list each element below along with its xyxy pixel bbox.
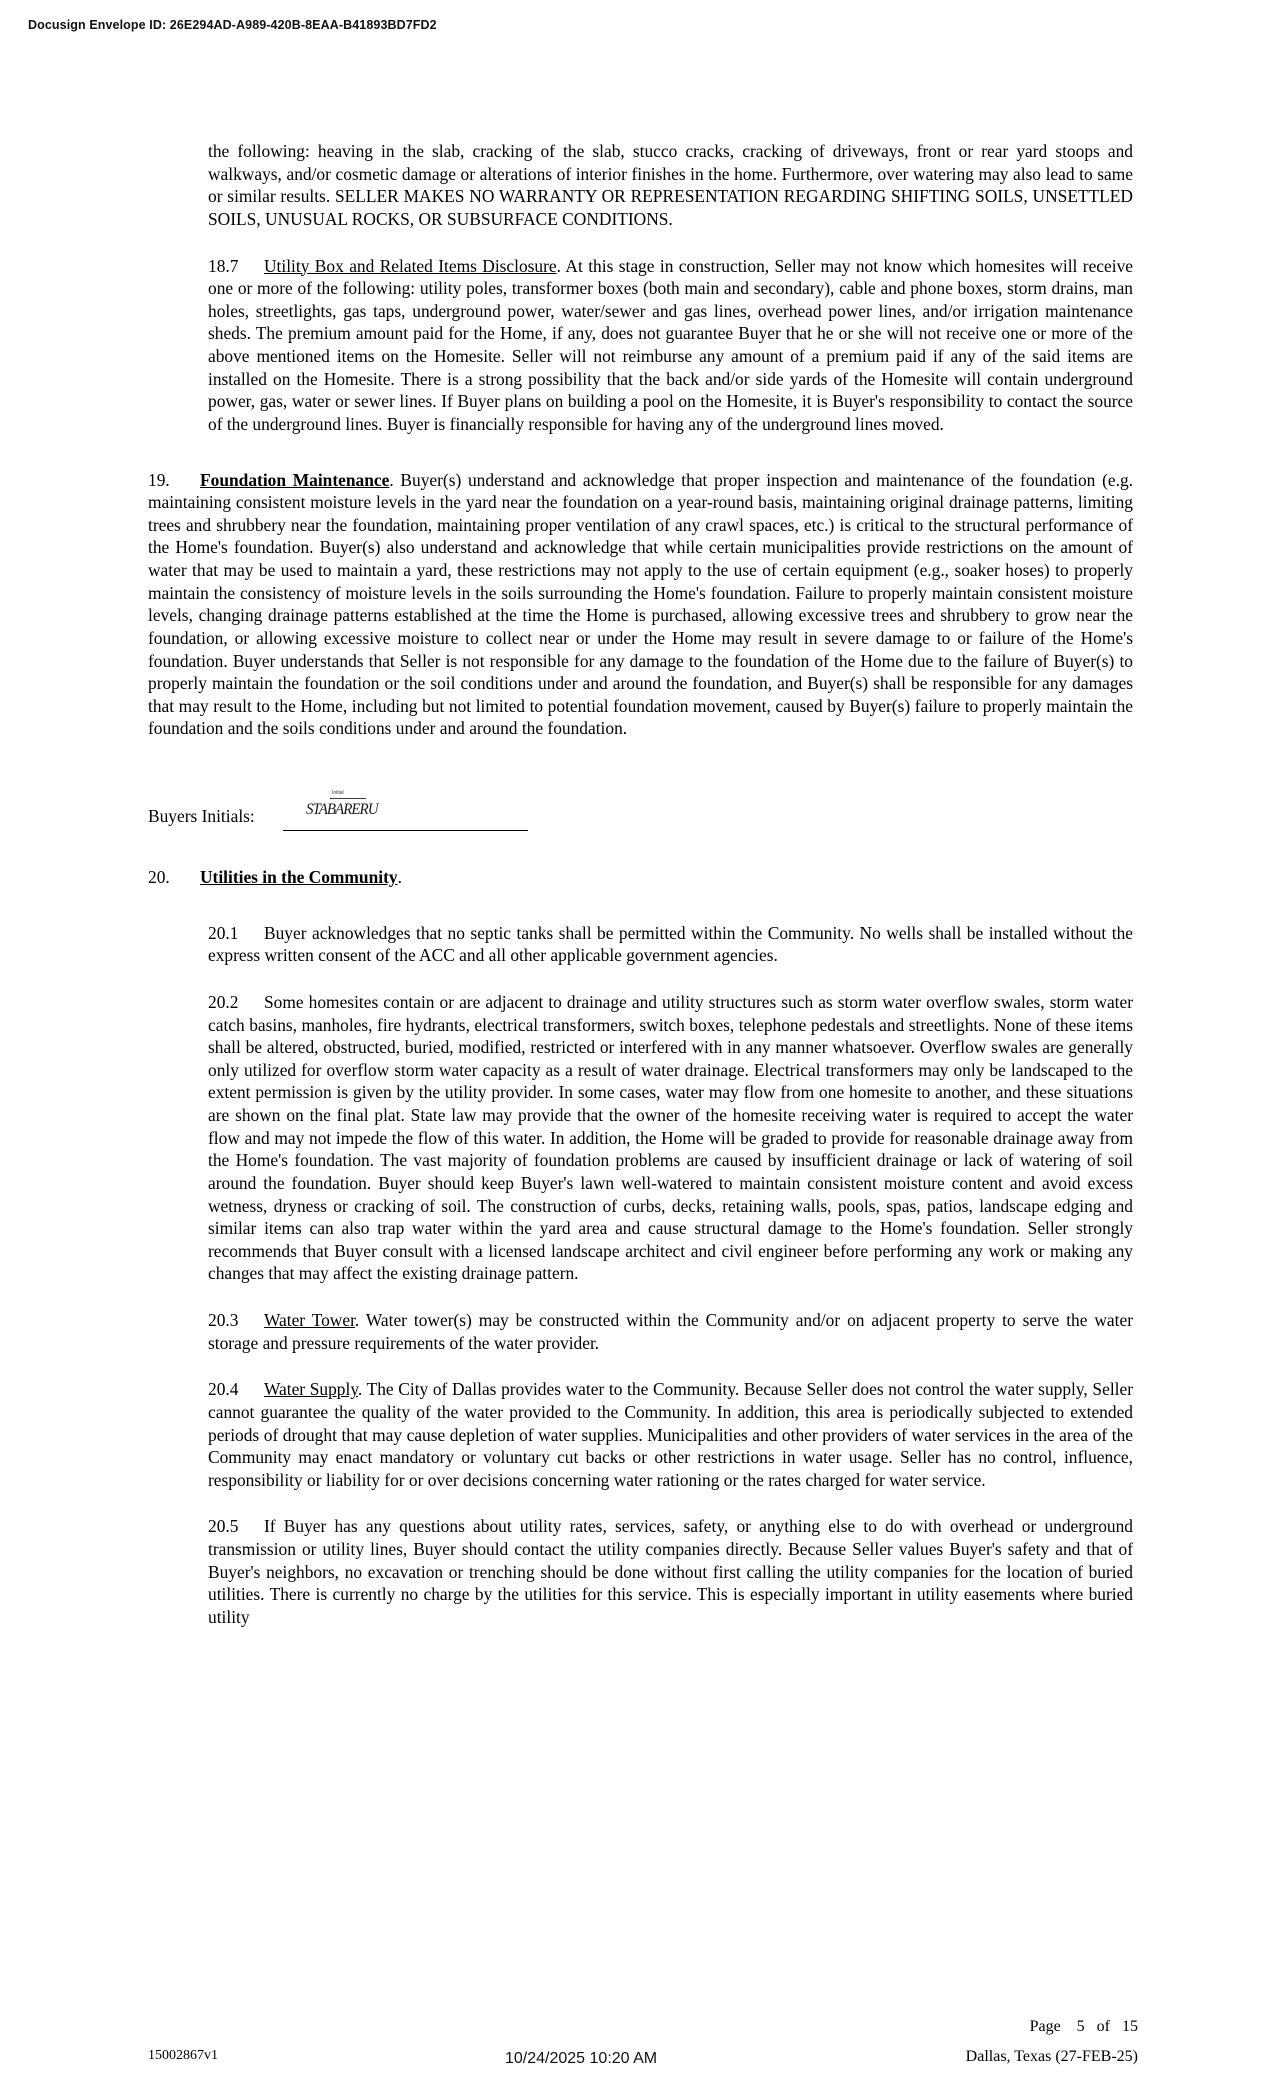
section-19-number: 19. bbox=[148, 469, 170, 490]
footer-timestamp: 10/24/2025 10:20 AM bbox=[505, 2050, 658, 2067]
section-20-1-number: 20.1 bbox=[208, 922, 239, 943]
section-20-4-text: . The City of Dallas provides water to the Community. Because Seller does not control the water supply, Seller cannot guarantee the quality of the water provided to the Community. In addition, this area is periodically subjected to extended periods of drought that may cause depletion of water supplies. Municipalities and other providers of water services in the area of the Community may enact mandatory or voluntary cut backs or other restrictions in water usage. Seller has no control, influence, responsibility or liability for or over decisions concerning water rationing or the rates charged for water service. bbox=[208, 1379, 1133, 1490]
section-20-2 bbox=[208, 991, 1133, 1285]
section-20-1 bbox=[208, 922, 1133, 967]
section-18-7-heading: Utility Box and Related Items Disclosure bbox=[264, 255, 557, 276]
section-20-5 bbox=[208, 1515, 1133, 1628]
section-20-3-text: . Water tower(s) may be constructed within the Community and/or on adjacent property to serve the water storage and pressure requirements of the water provider. bbox=[208, 1310, 1133, 1353]
initials-tick-mark bbox=[330, 798, 366, 799]
docusign-envelope-id: Docusign Envelope ID: 26E294AD-A989-420B-8EAA-B41893BD7FD2 bbox=[28, 18, 437, 32]
footer-city-line: Dallas, Texas (27-FEB-25) bbox=[965, 2048, 1138, 2065]
section-20-4 bbox=[208, 1378, 1133, 1491]
section-18-7 bbox=[208, 255, 1133, 436]
section-20-number: 20. bbox=[148, 867, 170, 887]
section-20-2-number: 20.2 bbox=[208, 991, 239, 1012]
footer-page-label: Page bbox=[1029, 2018, 1061, 2035]
document-body bbox=[148, 140, 1133, 1629]
section-20-3-number: 20.3 bbox=[208, 1310, 239, 1330]
section-20-4-number: 20.4 bbox=[208, 1379, 239, 1400]
footer-page-count bbox=[1030, 2018, 1138, 2036]
section-20-text: . bbox=[397, 867, 402, 887]
section-20-3-heading: Water Tower bbox=[264, 1310, 355, 1330]
section-20-5-number: 20.5 bbox=[208, 1516, 239, 1537]
initials-signature-field[interactable] bbox=[300, 790, 386, 828]
section-20-heading: Utilities in the Community bbox=[200, 867, 398, 887]
section-18-7-text: . At this stage in construction, Seller may not know which homesites will receive one or more of the following: utility poles, transformer boxes (both main and secondary), cable and phone boxes, storm drains, man holes, streetlights, gas taps, underground power, water/sewer and gas lines, overhead power lines, and/or irrigation maintenance sheds. The premium amount paid for the Home, if any, does not guarantee Buyer that he or she will not receive one or more of the above mentioned items on the Homesite. Seller will not reimburse any amount of a premium paid if any of the said items are installed on the Homesite. There is a strong possibility that the back and/or side yards of the Homesite will contain underground power, gas, water or sewer lines. If Buyer plans on building a pool on the Homesite, it is Buyer's responsibility to contact the source of the underground lines. Buyer is financially responsible for having any of the underground lines moved. bbox=[208, 255, 1133, 434]
section-20-3 bbox=[208, 1309, 1133, 1354]
page-footer bbox=[0, 1980, 1275, 2100]
paragraph-continued: the following: heaving in the slab, cracking of the slab, stucco cracks, cracking of driveways, front or rear yard stoops and walkways, and/or cosmetic damage or alterations of interior finishes in the home. Furthermore, over watering may also lead to same or similar results. SELLER MAKES NO WARRANTY OR REPRESENTATION REGARDING SHIFTING SOILS, UNSETTLED SOILS, UNUSUAL ROCKS, OR SUBSURFACE CONDITIONS. bbox=[208, 141, 1133, 229]
footer-page-total: 15 bbox=[1122, 2018, 1138, 2035]
section-18-7-number: 18.7 bbox=[208, 255, 239, 276]
section-20-5-text: If Buyer has any questions about utility rates, services, safety, or anything else to do with overhead or underground transmission or utility lines, Buyer should contact the utility companies directly. Because Seller values Buyer's safety and that of Buyer's neighbors, no excavation or trenching should be done without first calling the utility companies for the location of buried utilities. There is currently no charge by the utilities for this service. This is especially important in utility easements where buried utility bbox=[208, 1516, 1133, 1627]
section-20 bbox=[148, 866, 1133, 889]
section-20-1-text: Buyer acknowledges that no septic tanks shall be permitted within the Community. No wells shall be installed without the express written consent of the ACC and all other applicable government agencies. bbox=[208, 922, 1133, 966]
section-19 bbox=[148, 469, 1133, 741]
section-20-2-text: Some homesites contain or are adjacent to drainage and utility structures such as storm water overflow swales, storm water catch basins, manholes, fire hydrants, electrical transformers, switch boxes, telephone pedestals and streetlights. None of these items shall be altered, obstructed, buried, modified, restricted or interfered with in any manner whatsoever. Overflow swales are generally only utilized for overflow storm water capacity as a result of water drainage. Electrical transformers may only be landscaped to the extent permission is given by the utility provider. In some cases, water may flow from one homesite to another, and these situations are shown on the final plat. State law may provide that the owner of the homesite receiving water is required to accept the water flow and may not impede the flow of this water. In addition, the Home will be graded to provide for reasonable drainage away from the Home's foundation. The vast majority of foundation problems are caused by insufficient drainage or lack of watering of soil around the foundation. Buyer should keep Buyer's lawn well-watered to maintain consistent moisture content and avoid excess wetness, dryness or cracking of soil. The construction of curbs, decks, retaining walls, pools, spas, patios, landscape edging and similar items can also trap water within the yard area and cause structural damage to the Home's foundation. Seller strongly recommends that Buyer consult with a licensed landscape architect and civil engineer before performing any work or making any changes that may affect the existing drainage pattern. bbox=[208, 991, 1133, 1284]
section-19-text: . Buyer(s) understand and acknowledge that proper inspection and maintenance of the foundation (e.g. maintaining consistent moisture levels in the yard near the foundation on a year-round basis, maintaining original drainage patterns, limiting trees and shrubbery near the foundation, maintaining proper ventilation of any crawl spaces, etc.) is critical to the structural performance of the Home's foundation. Buyer(s) also understand and acknowledge that while certain municipalities provide restrictions on the amount of water that may be used to maintain a yard, these restrictions may not apply to the use of certain equipment (e.g., soaker hoses) to properly maintain the consistency of moisture levels in the soils surrounding the Home's foundation. Failure to properly maintain consistent moisture levels, changing drainage patterns established at the time the Home is purchased, allowing excessive trees and shrubbery to grow near the foundation, or allowing excessive moisture to collect near or under the Home may result in severe damage to or failure of the Home's foundation. Buyer understands that Seller is not responsible for any damage to the foundation of the Home due to the failure of Buyer(s) to properly maintain the foundation or the soil conditions under and around the foundation, and Buyer(s) shall be responsible for any damages that may result to the Home, including but not limited to potential foundation movement, caused by Buyer(s) failure to properly maintain the foundation and the soils conditions under and around the foundation. bbox=[148, 469, 1133, 739]
initials-handwritten-mark: STABARERU bbox=[306, 801, 378, 819]
footer-page-current: 5 bbox=[1076, 2018, 1085, 2035]
buyers-initials-label: Buyers Initials: bbox=[148, 806, 255, 826]
initials-tick-label: Initial bbox=[332, 790, 344, 796]
section-19-heading: Foundation Maintenance bbox=[200, 469, 390, 490]
buyers-initials-line bbox=[283, 830, 528, 831]
buyers-initials-row bbox=[148, 790, 1133, 842]
footer-document-number: 15002867v1 bbox=[148, 2048, 218, 2063]
section-20-4-heading: Water Supply bbox=[264, 1379, 358, 1400]
footer-page-of: of bbox=[1096, 2018, 1110, 2035]
